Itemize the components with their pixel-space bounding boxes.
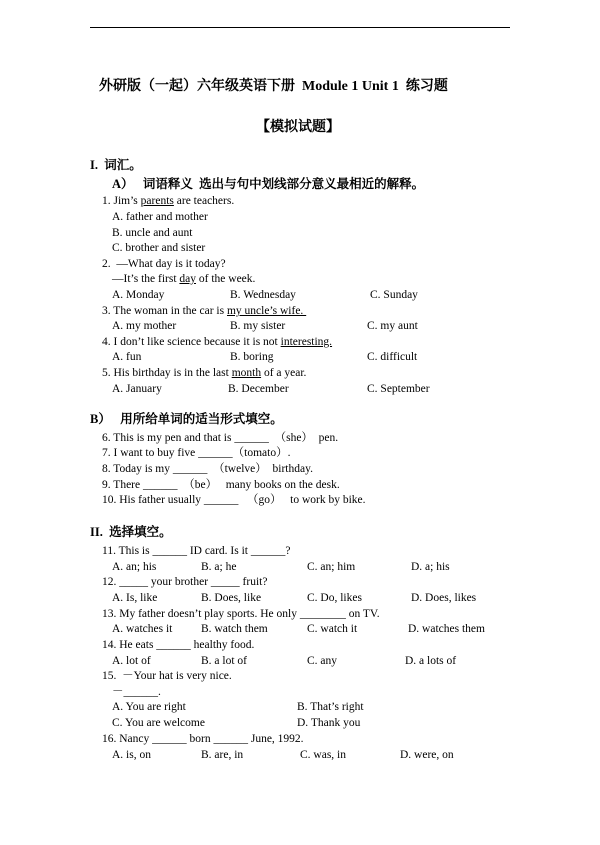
option: C. September: [367, 383, 430, 395]
option: C. any: [307, 655, 338, 667]
option: D. watches them: [408, 623, 485, 635]
question-2-line1: 2. —What day is it today?: [102, 258, 226, 270]
option: C. watch it: [307, 623, 358, 635]
option: C. was, in: [300, 749, 346, 761]
part-b-heading: B） 用所给单词的适当形式填空。: [90, 412, 283, 426]
section1-heading: I. 词汇。: [90, 158, 142, 172]
question-10: 10. His father usually ______ （go） to work by bike.: [102, 494, 366, 506]
top-rule: [90, 27, 510, 28]
document-title: 外研版（一起）六年级英语下册 Module 1 Unit 1 练习题: [99, 79, 448, 94]
question-15: 15. －Your hat is very nice.: [102, 670, 232, 682]
option: D. Thank you: [297, 717, 361, 729]
option: B. a lot of: [201, 655, 247, 667]
option: B. Wednesday: [230, 289, 296, 301]
option: A. Monday: [112, 289, 165, 301]
option: B. That’s right: [297, 701, 364, 713]
option: B. are, in: [201, 749, 244, 761]
option: D. Does, likes: [411, 592, 477, 604]
option: A. is, on: [112, 749, 151, 761]
section2-heading: II. 选择填空。: [90, 525, 172, 539]
option: B. Does, like: [201, 592, 262, 604]
question-13: 13. My father doesn’t play sports. He only ________ on TV.: [102, 608, 380, 620]
question-11: 11. This is ______ ID card. Is it ______?: [102, 545, 291, 557]
option: A. You are right: [112, 701, 186, 713]
part-a-heading: A） 词语释义 选出与句中划线部分意义最相近的解释。: [112, 177, 425, 191]
option: C. Do, likes: [307, 592, 362, 604]
question-4: 4. I don’t like science because it is not interesting.: [102, 336, 333, 348]
option: A. my mother: [112, 320, 177, 332]
option: A. lot of: [112, 655, 151, 667]
document-subtitle: 【模拟试题】: [256, 120, 340, 135]
option: A. fun: [112, 351, 142, 363]
option: C. You are welcome: [112, 717, 205, 729]
option: C. an; him: [307, 561, 356, 573]
option: B. watch them: [201, 623, 268, 635]
question-7: 7. I want to buy five ______（tomato）.: [102, 447, 291, 459]
option: B. boring: [230, 351, 274, 363]
question-15-response: －______.: [112, 686, 161, 698]
option: B. my sister: [230, 320, 286, 332]
option: D. were, on: [400, 749, 454, 761]
question-5: 5. His birthday is in the last month of a year.: [102, 367, 307, 379]
option: B. uncle and aunt: [112, 227, 193, 239]
option: A. Is, like: [112, 592, 158, 604]
option: A. an; his: [112, 561, 157, 573]
option: C. Sunday: [370, 289, 418, 301]
option: A. father and mother: [112, 211, 208, 223]
option: D. a lots of: [405, 655, 457, 667]
option: C. difficult: [367, 351, 418, 363]
option: B. a; he: [201, 561, 237, 573]
option: A. watches it: [112, 623, 173, 635]
option: D. a; his: [411, 561, 450, 573]
option: C. brother and sister: [112, 242, 206, 254]
question-1: 1. Jim’s parents are teachers.: [102, 195, 235, 207]
question-2: —It’s the first day of the week.: [112, 273, 256, 285]
option: C. my aunt: [367, 320, 418, 332]
option: B. December: [228, 383, 289, 395]
question-6: 6. This is my pen and that is ______ （she） pen.: [102, 432, 339, 444]
question-14: 14. He eats ______ healthy food.: [102, 639, 255, 651]
question-8: 8. Today is my ______ （twelve） birthday.: [102, 463, 313, 475]
question-3: 3. The woman in the car is my uncle’s wife.: [102, 305, 307, 317]
question-16: 16. Nancy ______ born ______ June, 1992.: [102, 733, 304, 745]
option: A. January: [112, 383, 162, 395]
question-12: 12. _____ your brother _____ fruit?: [102, 576, 268, 588]
question-9: 9. There ______ （be） many books on the desk.: [102, 479, 340, 491]
